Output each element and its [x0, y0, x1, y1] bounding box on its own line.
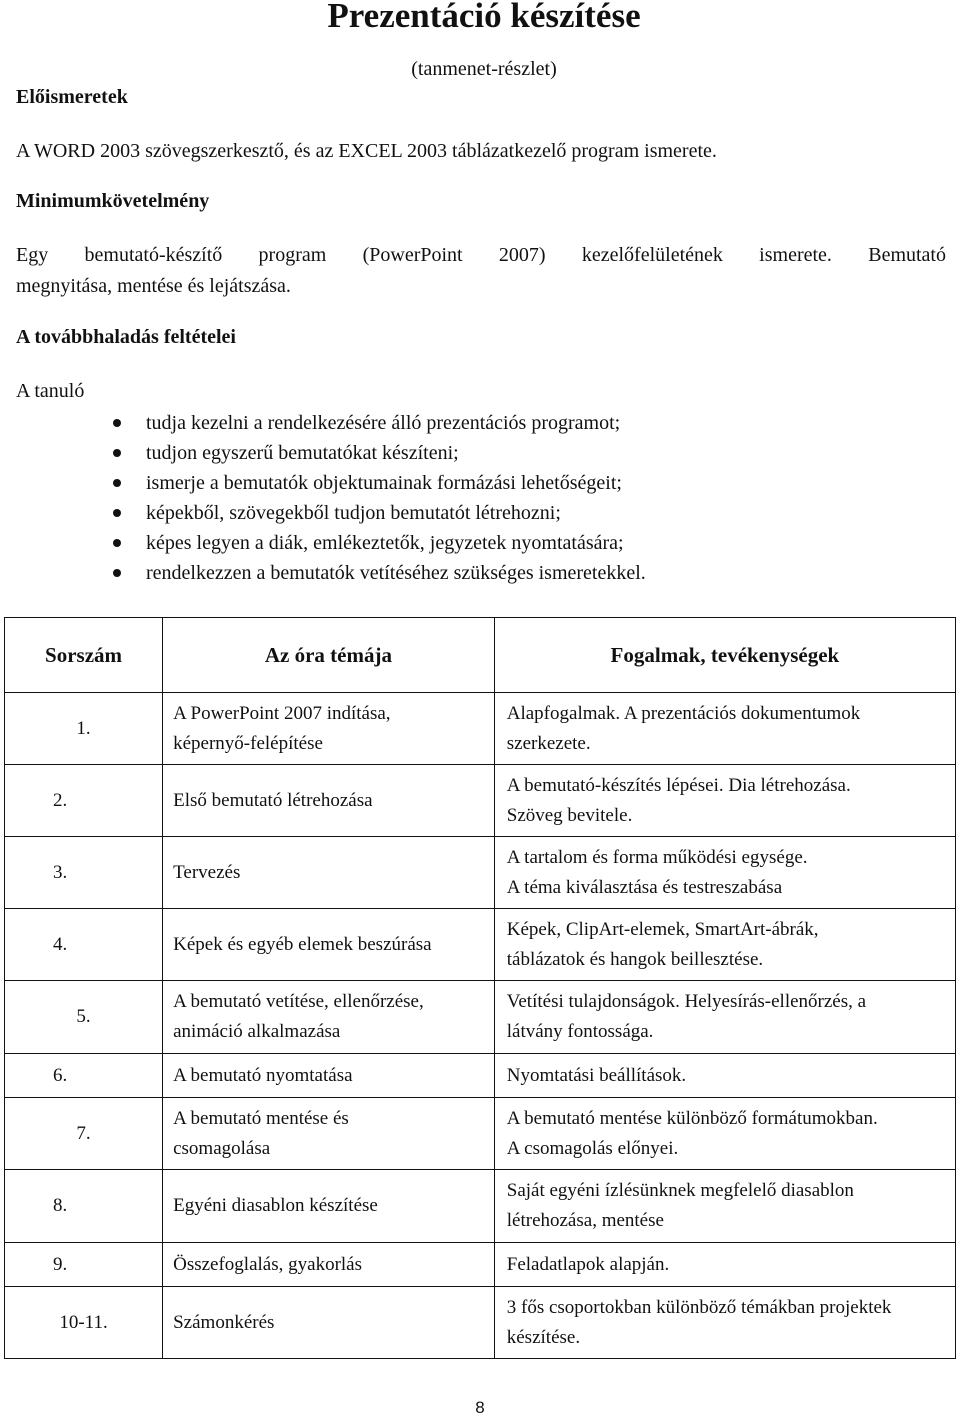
- list-item: tudja kezelni a rendelkezésére álló prezentációs programot;: [102, 408, 646, 438]
- row-topic: Tervezés: [163, 837, 495, 909]
- row-concepts: A bemutató-készítés lépései. Dia létrehozása. Szöveg bevitele.: [494, 765, 955, 837]
- row-topic: A bemutató mentése és csomagolása: [163, 1098, 495, 1170]
- row-topic: Összefoglalás, gyakorlás: [163, 1243, 495, 1287]
- row-number: 5.: [5, 981, 163, 1054]
- table-row: [5, 1054, 956, 1098]
- row-number: 3.: [5, 837, 163, 909]
- table-row: [5, 1243, 956, 1287]
- student-intro: A tanuló: [16, 380, 85, 402]
- column-header-concepts: Fogalmak, tevékenységek: [494, 618, 955, 693]
- table-row: [5, 981, 956, 1054]
- row-concepts: A tartalom és forma működési egysége. A téma kiválasztása és testreszabása: [494, 837, 955, 909]
- list-item: tudjon egyszerű bemutatókat készíteni;: [102, 438, 646, 468]
- table-row: [5, 909, 956, 981]
- row-concepts: Feladatlapok alapján.: [494, 1243, 955, 1287]
- column-header-number: Sorszám: [5, 618, 163, 693]
- bullet-icon: [113, 509, 121, 517]
- row-concepts: Nyomtatási beállítások.: [494, 1054, 955, 1098]
- row-number: 9.: [5, 1243, 163, 1287]
- row-topic: Képek és egyéb elemek beszúrása: [163, 909, 495, 981]
- list-item: képekből, szövegekből tudjon bemutatót létrehozni;: [102, 498, 646, 528]
- row-topic: A bemutató nyomtatása: [163, 1054, 495, 1098]
- row-number: 10-11.: [5, 1287, 163, 1359]
- table-row: [5, 1170, 956, 1243]
- row-concepts: Képek, ClipArt-elemek, SmartArt-ábrák, táblázatok és hangok beillesztése.: [494, 909, 955, 981]
- table-row: [5, 1287, 956, 1359]
- column-header-topic: Az óra témája: [163, 618, 495, 693]
- row-concepts: Saját egyéni ízlésünknek megfelelő diasablon létrehozása, mentése: [494, 1170, 955, 1243]
- row-concepts: 3 fős csoportokban különböző témákban projektek készítése.: [494, 1287, 955, 1359]
- row-concepts: A bemutató mentése különböző formátumokban. A csomagolás előnyei.: [494, 1098, 955, 1170]
- document-subtitle: (tanmenet-részlet): [411, 58, 557, 80]
- bullet-icon: [113, 479, 121, 487]
- requirements-list: [102, 408, 646, 588]
- table-row: [5, 1098, 956, 1170]
- table-header-row: [5, 618, 956, 693]
- row-number: 1.: [5, 693, 163, 765]
- row-concepts: Vetítési tulajdonságok. Helyesírás-ellenőrzés, a látvány fontossága.: [494, 981, 955, 1054]
- row-topic: A PowerPoint 2007 indítása, képernyő-felépítése: [163, 693, 495, 765]
- list-item: képes legyen a diák, emlékeztetők, jegyzetek nyomtatására;: [102, 528, 646, 558]
- row-number: 4.: [5, 909, 163, 981]
- table-row: [5, 765, 956, 837]
- prereq-heading: Előismeretek: [16, 86, 128, 108]
- row-topic: Első bemutató létrehozása: [163, 765, 495, 837]
- bullet-icon: [113, 449, 121, 457]
- row-topic: A bemutató vetítése, ellenőrzése, animáció alkalmazása: [163, 981, 495, 1054]
- row-number: 6.: [5, 1054, 163, 1098]
- row-number: 8.: [5, 1170, 163, 1243]
- progress-conditions-heading: A továbbhaladás feltételei: [16, 326, 236, 348]
- row-number: 2.: [5, 765, 163, 837]
- table-row: [5, 693, 956, 765]
- bullet-icon: [113, 539, 121, 547]
- min-requirement-line-1: Egy bemutató-készítő program (PowerPoint 2007) kezelőfelületének ismerete. Bemutató: [16, 244, 946, 266]
- prereq-text: A WORD 2003 szövegszerkesztő, és az EXCEL 2003 táblázatkezelő program ismerete.: [16, 140, 717, 162]
- list-item: ismerje a bemutatók objektumainak formázási lehetőségeit;: [102, 468, 646, 498]
- page-number: 8: [475, 1398, 485, 1417]
- min-requirement-line-2: megnyitása, mentése és lejátszása.: [16, 275, 291, 297]
- table-row: [5, 837, 956, 909]
- row-topic: Számonkérés: [163, 1287, 495, 1359]
- row-concepts: Alapfogalmak. A prezentációs dokumentumok szerkezete.: [494, 693, 955, 765]
- bullet-icon: [113, 419, 121, 427]
- lesson-plan-table: [4, 617, 956, 1359]
- list-item: rendelkezzen a bemutatók vetítéséhez szükséges ismeretekkel.: [102, 558, 646, 588]
- document-title: Prezentáció készítése: [327, 0, 641, 35]
- min-requirement-heading: Minimumkövetelmény: [16, 190, 210, 212]
- row-topic: Egyéni diasablon készítése: [163, 1170, 495, 1243]
- bullet-icon: [113, 569, 121, 577]
- row-number: 7.: [5, 1098, 163, 1170]
